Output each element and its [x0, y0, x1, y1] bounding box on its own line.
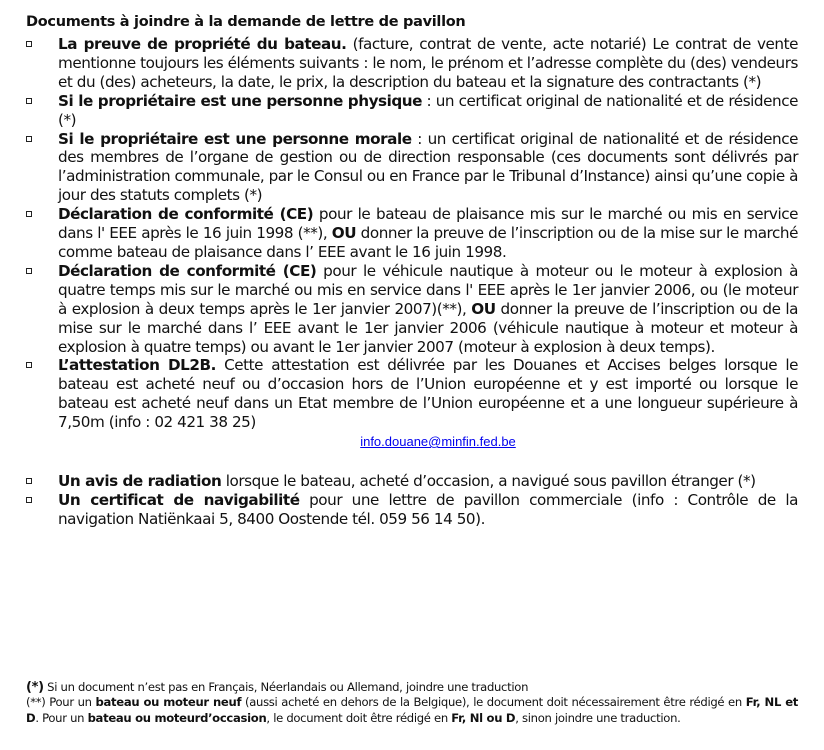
item-heading: Si le propriétaire est une personne physique: [58, 91, 422, 110]
footnote-bold: bateau ou moteurd’occasion: [87, 710, 267, 725]
list-item-deregistration: [26, 472, 798, 491]
item-heading: Déclaration de conformité (CE): [58, 261, 317, 280]
footnote-text: , sinon joindre une traduction.: [515, 710, 681, 725]
footnote-1: [26, 680, 798, 695]
checkbox-bullet-icon: [26, 268, 32, 274]
footnote-text: , le document doit être rédigé en: [266, 710, 452, 725]
checkbox-bullet-icon: [26, 136, 32, 142]
footnote-bold: Fr, NL et D: [26, 695, 798, 725]
item-heading: Déclaration de conformité (CE): [58, 205, 314, 224]
document-title: Documents à joindre à la demande de lettre de pavillon: [26, 14, 466, 30]
footnote-text: (aussi acheté en dehors de la Belgique), le document doit nécessairement être rédigé en: [241, 695, 746, 710]
item-text: pour une lettre de pavillon commerciale (info : Contrôle de la navigation Natiënkaai 5, 8400 Oostende tél. 059 56 14 50).: [58, 490, 798, 528]
item-or: OU: [331, 224, 357, 243]
footnote-2: [26, 695, 798, 726]
documents-list: [26, 35, 798, 529]
footnote-bold: Fr, Nl ou D: [451, 710, 516, 725]
item-heading: Si le propriétaire est une personne morale: [58, 129, 412, 148]
item-text-continued: donner la preuve de l’inscription ou de la mise sur le marché dans l’ EEE avant le 1er janvier 2006 (véhicule nautique à moteur et moteur à explosion à quatre temps) ou avant le 1er janvier 2007 (moteur à explosion à deux temps).: [58, 299, 799, 356]
item-text: : un certificat original de nationalité et de résidence (*): [58, 91, 798, 129]
item-text: : un certificat original de nationalité et de résidence des membres de l’organe de gestion ou de direction responsable (ces documents sont délivrés par l’administration communale, par le Consul ou en France par le Tribunal d’Instance) ainsi qu’une copie à jour des statuts complets (*): [58, 129, 799, 205]
list-item-conformity-boat: [26, 205, 798, 262]
item-heading: La preuve de propriété du bateau.: [58, 35, 347, 53]
item-or: OU: [471, 299, 496, 318]
item-text: lorsque le bateau, acheté d’occasion, a navigué sous pavillon étranger (*): [221, 472, 756, 491]
footnote-mark: (*): [26, 680, 44, 695]
footnotes: [26, 680, 798, 726]
checkbox-bullet-icon: [26, 362, 32, 368]
footnote-text: . Pour un: [35, 710, 88, 725]
spacer: [26, 450, 798, 472]
item-text: pour le bateau de plaisance mis sur le marché ou mis en service dans l' EEE après le 16 juin 1998 (**),: [58, 205, 799, 243]
item-heading: L’attestation DL2B.: [58, 356, 216, 375]
checkbox-bullet-icon: [26, 98, 32, 104]
item-heading: Un certificat de navigabilité: [58, 490, 300, 509]
checkbox-bullet-icon: [26, 497, 32, 503]
checkbox-bullet-icon: [26, 478, 32, 484]
list-item-proof-of-ownership: [26, 35, 798, 92]
footnote-bold: bateau ou moteur neuf: [95, 695, 242, 710]
list-item-legal-person: [26, 130, 798, 206]
item-text: pour le véhicule nautique à moteur ou le moteur à explosion à quatre temps mis sur le marché ou mis en service dans l' EEE après le 1er janvier 2006, ou (le moteur à explosion à deux temps après le 1er janvier 2007)(**),: [58, 261, 798, 318]
footnote-text: (**) Pour un: [26, 695, 96, 710]
list-item-dl2b: [26, 356, 798, 450]
item-text: Cette attestation est délivrée par les Douanes et Accises belges lorsque le bateau est acheté neuf ou d’occasion hors de l’Union européenne et y est importé ou lorsque le bateau est acheté neuf dans un Etat membre de l’Union européenne et a une longueur supérieure à 7,50m (info : 02 421 38 25): [58, 356, 799, 432]
footnote-text: Si un document n’est pas en Français, Néerlandais ou Allemand, joindre une traduction: [43, 680, 529, 694]
checkbox-bullet-icon: [26, 41, 32, 47]
list-item-seaworthiness: [26, 491, 798, 529]
checkbox-bullet-icon: [26, 211, 32, 217]
item-text-continued: donner la preuve de l’inscription ou de la mise sur le marché comme bateau de plaisance dans l’ EEE avant le 16 juin 1998.: [58, 224, 798, 261]
list-item-conformity-engine: [26, 262, 798, 357]
item-heading: Un avis de radiation: [58, 472, 222, 491]
customs-email-link[interactable]: info.douane@minfin.fed.be: [360, 434, 516, 450]
list-item-natural-person: [26, 92, 798, 130]
item-text: (facture, contrat de vente, acte notarié) Le contrat de vente mentionne toujours les éléments suivants : le nom, le prénom et l’adresse complète du (des) vendeurs et du (des) acheteurs, la date, le prix, la description du bateau et la signature des contractants (*): [58, 35, 799, 91]
